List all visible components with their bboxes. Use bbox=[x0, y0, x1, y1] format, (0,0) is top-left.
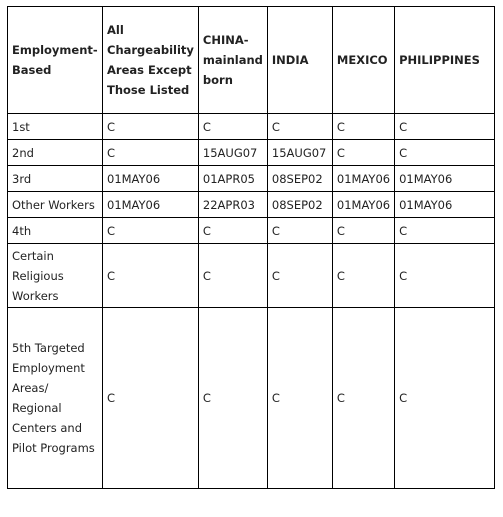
cell-china: C bbox=[198, 218, 267, 244]
cell-china: 15AUG07 bbox=[198, 140, 267, 166]
cell-philippines: C bbox=[395, 140, 495, 166]
cell-india: C bbox=[267, 114, 332, 140]
header-china: CHINA-mainland born bbox=[198, 7, 267, 114]
cell-mexico: C bbox=[332, 114, 394, 140]
cell-all-chargeability: 01MAY06 bbox=[103, 166, 199, 192]
cell-philippines: C bbox=[395, 114, 495, 140]
cell-india: C bbox=[267, 244, 332, 308]
cell-china: C bbox=[198, 308, 267, 489]
cell-mexico: C bbox=[332, 140, 394, 166]
table-row bbox=[8, 308, 495, 489]
cell-all-chargeability: 01MAY06 bbox=[103, 192, 199, 218]
row-category: 3rd bbox=[8, 166, 103, 192]
table-header-row bbox=[8, 7, 495, 114]
cell-india: 08SEP02 bbox=[267, 166, 332, 192]
table-row bbox=[8, 140, 495, 166]
cell-all-chargeability: C bbox=[103, 244, 199, 308]
table-row bbox=[8, 114, 495, 140]
header-employment-based: Employment-Based bbox=[8, 7, 103, 114]
row-category: 2nd bbox=[8, 140, 103, 166]
cell-philippines: 01MAY06 bbox=[395, 192, 495, 218]
cell-all-chargeability: C bbox=[103, 140, 199, 166]
cell-philippines: C bbox=[395, 244, 495, 308]
cell-mexico: C bbox=[332, 308, 394, 489]
cell-india: C bbox=[267, 308, 332, 489]
table-row bbox=[8, 244, 495, 308]
cell-china: 01APR05 bbox=[198, 166, 267, 192]
cell-all-chargeability: C bbox=[103, 218, 199, 244]
cell-philippines: C bbox=[395, 218, 495, 244]
row-category: 5th Targeted Employment Areas/ Regional Centers and Pilot Programs bbox=[8, 308, 103, 489]
header-india: INDIA bbox=[267, 7, 332, 114]
cell-china: C bbox=[198, 244, 267, 308]
cell-all-chargeability: C bbox=[103, 114, 199, 140]
cell-philippines: C bbox=[395, 308, 495, 489]
row-category: Other Workers bbox=[8, 192, 103, 218]
header-philippines: PHILIPPINES bbox=[395, 7, 495, 114]
cell-philippines: 01MAY06 bbox=[395, 166, 495, 192]
table-row bbox=[8, 218, 495, 244]
cell-all-chargeability: C bbox=[103, 308, 199, 489]
cell-mexico: C bbox=[332, 218, 394, 244]
cell-china: 22APR03 bbox=[198, 192, 267, 218]
cell-india: C bbox=[267, 218, 332, 244]
header-mexico: MEXICO bbox=[332, 7, 394, 114]
row-category: Certain Religious Workers bbox=[8, 244, 103, 308]
employment-based-dates-table bbox=[7, 6, 495, 489]
cell-mexico: C bbox=[332, 244, 394, 308]
cell-mexico: 01MAY06 bbox=[332, 192, 394, 218]
row-category: 4th bbox=[8, 218, 103, 244]
visa-bulletin-table-container bbox=[7, 6, 495, 489]
table-row bbox=[8, 192, 495, 218]
cell-china: C bbox=[198, 114, 267, 140]
cell-india: 15AUG07 bbox=[267, 140, 332, 166]
table-row bbox=[8, 166, 495, 192]
header-all-chargeability: All Chargeability Areas Except Those Listed bbox=[103, 7, 199, 114]
cell-mexico: 01MAY06 bbox=[332, 166, 394, 192]
cell-india: 08SEP02 bbox=[267, 192, 332, 218]
row-category: 1st bbox=[8, 114, 103, 140]
